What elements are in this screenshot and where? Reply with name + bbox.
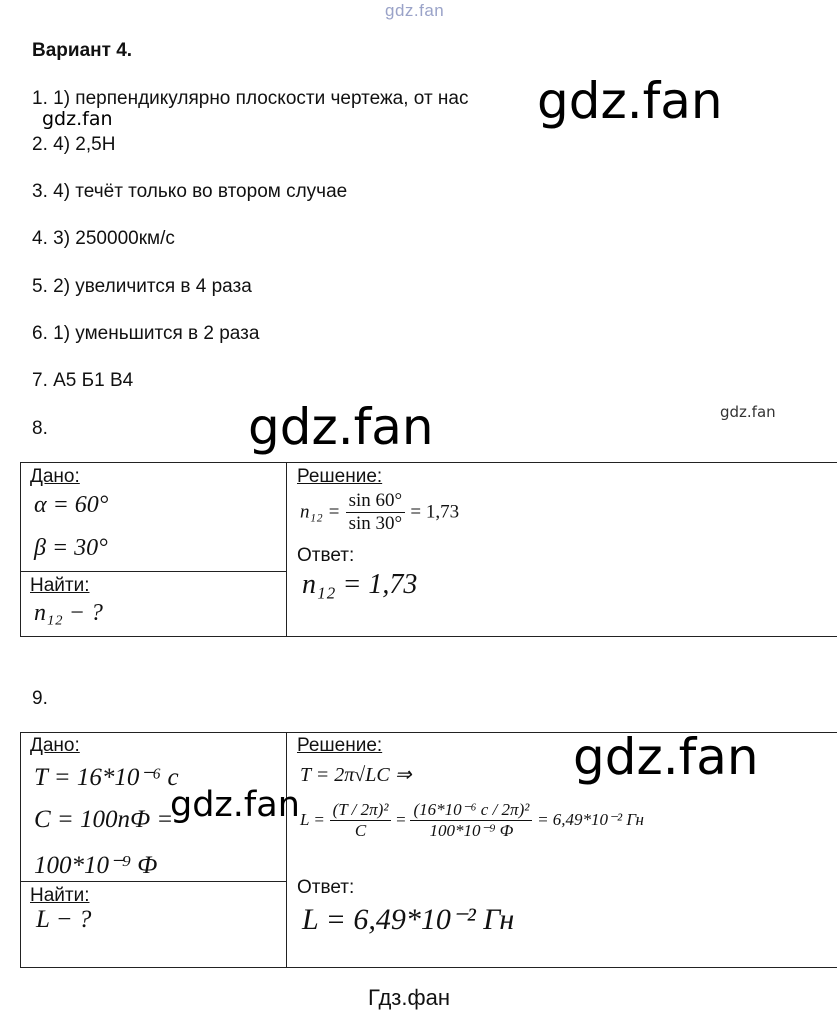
task8-number: 8. xyxy=(32,418,48,439)
task9-find-divider xyxy=(20,881,286,882)
watermark-3: gdz.fan xyxy=(720,403,776,421)
watermark-6: gdz.fan xyxy=(573,728,759,786)
answer-5: 5. 2) увеличится в 4 раза xyxy=(32,276,252,297)
watermark-1: gdz.fan xyxy=(537,72,723,130)
task8-formula xyxy=(300,490,459,535)
task8-answer-label: Ответ: xyxy=(297,545,355,566)
task8-solution-label: Решение: xyxy=(297,466,383,487)
footer-site-name: Гдз.фан xyxy=(368,985,450,1010)
task9-find: L − ? xyxy=(36,906,92,933)
watermark-2: gdz.fan xyxy=(42,108,113,130)
task9-divider xyxy=(286,732,287,967)
task9-fraction-1 xyxy=(330,800,392,841)
task9-eq: = xyxy=(396,809,406,829)
task8-formula-rhs: = 1,73 xyxy=(410,501,460,523)
task9-line1: T = 2π√LC ⇒ xyxy=(300,764,412,786)
watermark-top: gdz.fan xyxy=(385,1,445,20)
task9-solution-label: Решение: xyxy=(297,735,383,756)
task8-fraction xyxy=(346,490,406,535)
task9-formula xyxy=(300,800,644,841)
task9-given-T: T = 16*10⁻⁶ c xyxy=(34,764,179,791)
task9-l-rhs: = 6,49*10⁻² Гн xyxy=(537,809,644,829)
task9-fraction-1-den: C xyxy=(354,821,367,840)
task8-answer: n₁₂ = 1,73 xyxy=(302,569,418,600)
task8-table xyxy=(20,462,837,637)
watermark-5: gdz.fan xyxy=(170,785,300,825)
task9-given-C: C = 100nФ = xyxy=(34,806,174,833)
answer-7: 7. А5 Б1 В4 xyxy=(32,370,134,391)
watermark-4: gdz.fan xyxy=(248,398,434,456)
task9-fraction-1-num: (T / 2π)² xyxy=(330,800,392,821)
task8-fraction-den: sin 30° xyxy=(348,513,403,534)
task8-given-alpha: α = 60° xyxy=(34,492,109,518)
task9-l-lhs: L = xyxy=(300,809,325,829)
task9-given-C2: 100*10⁻⁹ Ф xyxy=(34,852,158,879)
answer-4: 4. 3) 250000км/с xyxy=(32,228,175,249)
answer-2: 2. 4) 2,5Н xyxy=(32,134,116,155)
answer-3: 3. 4) течёт только во втором случае xyxy=(32,181,348,202)
task8-fraction-num: sin 60° xyxy=(346,490,406,513)
task8-find-divider xyxy=(20,571,286,572)
task9-fraction-2 xyxy=(410,800,532,841)
task9-given-label: Дано: xyxy=(30,735,80,756)
task9-find-label: Найти: xyxy=(30,885,90,906)
answer-1: 1. 1) перпендикулярно плоскости чертежа, от нас xyxy=(32,88,469,109)
task8-given-label: Дано: xyxy=(30,466,80,487)
task8-divider xyxy=(286,462,287,636)
task9-number: 9. xyxy=(32,688,48,709)
task9-answer-label: Ответ: xyxy=(297,877,355,898)
task8-formula-lhs: n₁₂ = xyxy=(300,501,341,523)
task9-answer: L = 6,49*10⁻² Гн xyxy=(302,903,515,936)
task9-fraction-2-den: 100*10⁻⁹ Ф xyxy=(429,821,514,840)
task8-given-beta: β = 30° xyxy=(34,535,108,561)
answer-6: 6. 1) уменьшится в 2 раза xyxy=(32,323,260,344)
variant-title: Вариант 4. xyxy=(32,40,133,61)
task8-find: n₁₂ − ? xyxy=(34,600,103,626)
task8-find-label: Найти: xyxy=(30,575,90,596)
task9-fraction-2-num: (16*10⁻⁶ c / 2π)² xyxy=(410,800,532,821)
